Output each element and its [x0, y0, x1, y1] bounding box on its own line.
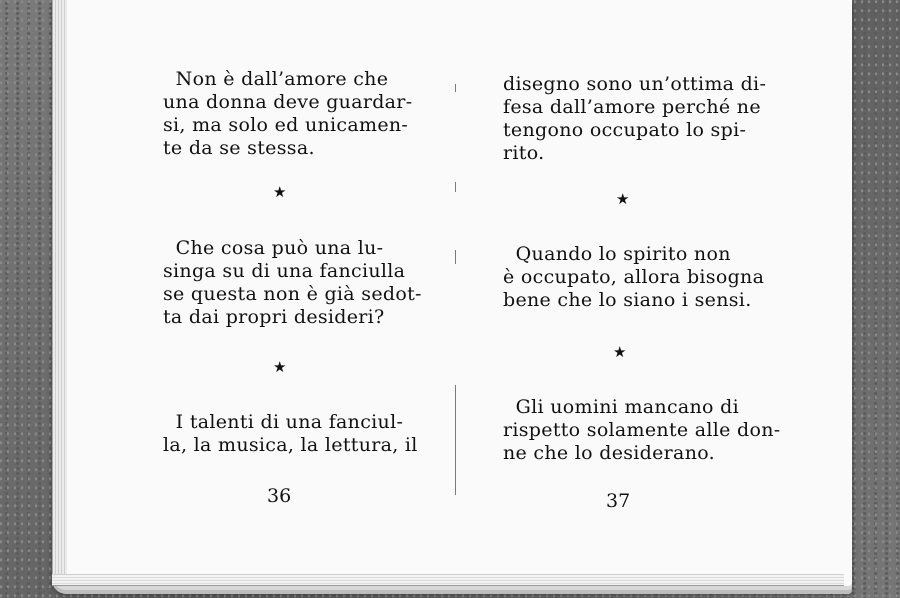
- gutter-mark: [455, 250, 456, 264]
- text-line: Quando lo spirito non: [503, 243, 731, 265]
- text-line: fesa dall’amore perché ne: [503, 96, 761, 118]
- separator-star-icon: ★: [273, 358, 287, 376]
- left-paragraph-3: [163, 411, 418, 457]
- separator-star-icon: ★: [616, 190, 630, 208]
- right-paragraph-1: [503, 73, 766, 165]
- text-line: ta dai propri desideri?: [163, 306, 385, 328]
- page-number-left: 36: [267, 485, 292, 507]
- text-line: Non è dall’amore che: [163, 68, 389, 90]
- separator-star-icon: ★: [613, 343, 627, 361]
- text-line: I talenti di una fanciul-: [163, 411, 404, 433]
- text-line: ne che lo desiderano.: [503, 442, 715, 464]
- gutter-mark: [455, 84, 456, 92]
- left-paragraph-1: [163, 68, 412, 160]
- left-paragraph-2: [163, 237, 422, 329]
- text-line: una donna deve guardar-: [163, 91, 413, 113]
- right-paragraph-2: [503, 243, 764, 312]
- text-line: tengono occupato lo spi-: [503, 119, 747, 141]
- page-number-right: 37: [606, 490, 631, 512]
- gutter-mark: [455, 182, 456, 192]
- text-line: se questa non è già sedot-: [163, 283, 422, 305]
- page-stack-left-edge: [52, 0, 67, 586]
- text-line: rispetto solamente alle don-: [503, 419, 781, 441]
- separator-star-icon: ★: [273, 183, 287, 201]
- text-line: rito.: [503, 142, 545, 164]
- text-line: la, la musica, la lettura, il: [163, 434, 418, 456]
- text-line: Gli uomini mancano di: [503, 396, 739, 418]
- page-stack-bottom-edge: [52, 574, 844, 586]
- gutter-mark: [455, 385, 456, 495]
- text-line: Che cosa può una lu-: [163, 237, 384, 259]
- text-line: si, ma solo ed unicamen-: [163, 114, 409, 136]
- text-line: è occupato, allora bisogna: [503, 266, 765, 288]
- book-gutter: [452, 60, 460, 510]
- text-line: disegno sono un’ottima di-: [503, 73, 767, 95]
- text-line: singa su di una fanciulla: [163, 260, 406, 282]
- text-line: te da se stessa.: [163, 137, 315, 159]
- text-line: bene che lo siano i sensi.: [503, 289, 752, 311]
- right-paragraph-3: [503, 396, 781, 465]
